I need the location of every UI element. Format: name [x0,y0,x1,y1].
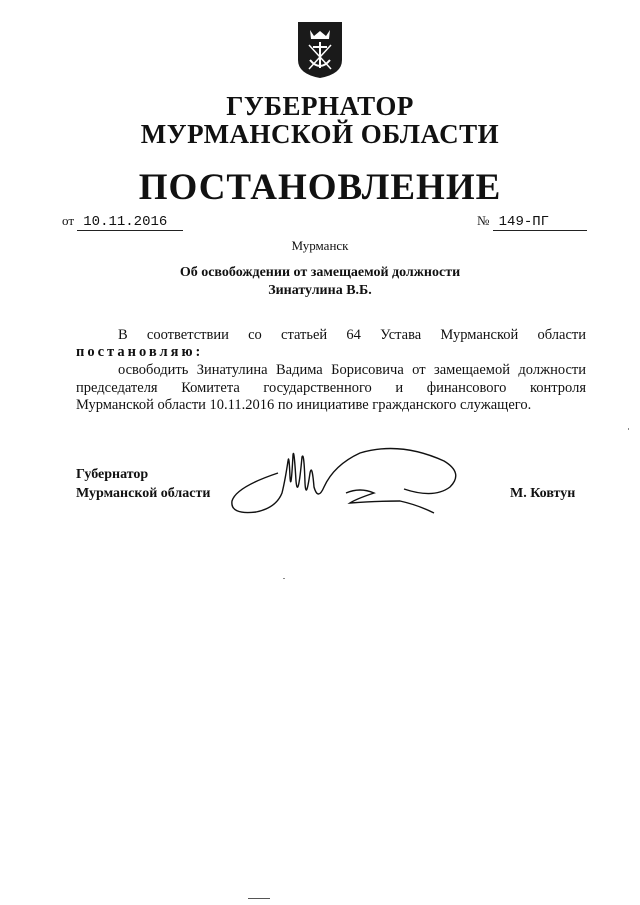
scan-speck [283,578,285,579]
authority-region: МУРМАНСКОЙ ОБЛАСТИ [140,119,500,149]
body-line-1: В соответствии со статьей 64 Устава Мурманской области [118,327,586,343]
date-value: 10.11.2016 [77,214,183,231]
body-decree-word: постановляю: [76,344,204,360]
body-line-3: освободить Зинатулина Вадима Борисовича от замещаемой должности [118,362,586,378]
signer-title: Губернатор [76,467,149,482]
number-prefix: № [477,213,490,228]
signer-region: Мурманской области [76,486,211,501]
number-field [477,213,587,231]
signer-name: М. Ковтун [510,486,576,501]
city: Мурманск [291,238,349,253]
body-line-5: Мурманской области 10.11.2016 по инициативе гражданского служащего. [76,397,532,413]
date-field [62,213,183,231]
authority-title: ГУБЕРНАТОР [226,91,414,121]
subject-line-2: Зинатулина В.Б. [268,283,372,298]
date-prefix: от [62,213,75,228]
coat-of-arms-icon [296,20,344,80]
document-type: ПОСТАНОВЛЕНИЕ [138,167,502,208]
handwritten-signature [228,443,468,523]
subject-line-1: Об освобождении от замещаемой должности [179,265,461,280]
scan-speck [628,428,629,430]
body-line-4: председателя Комитета государственного и финансового контроля [76,380,586,396]
number-value: 149-ПГ [493,214,587,231]
scan-line [248,898,270,899]
